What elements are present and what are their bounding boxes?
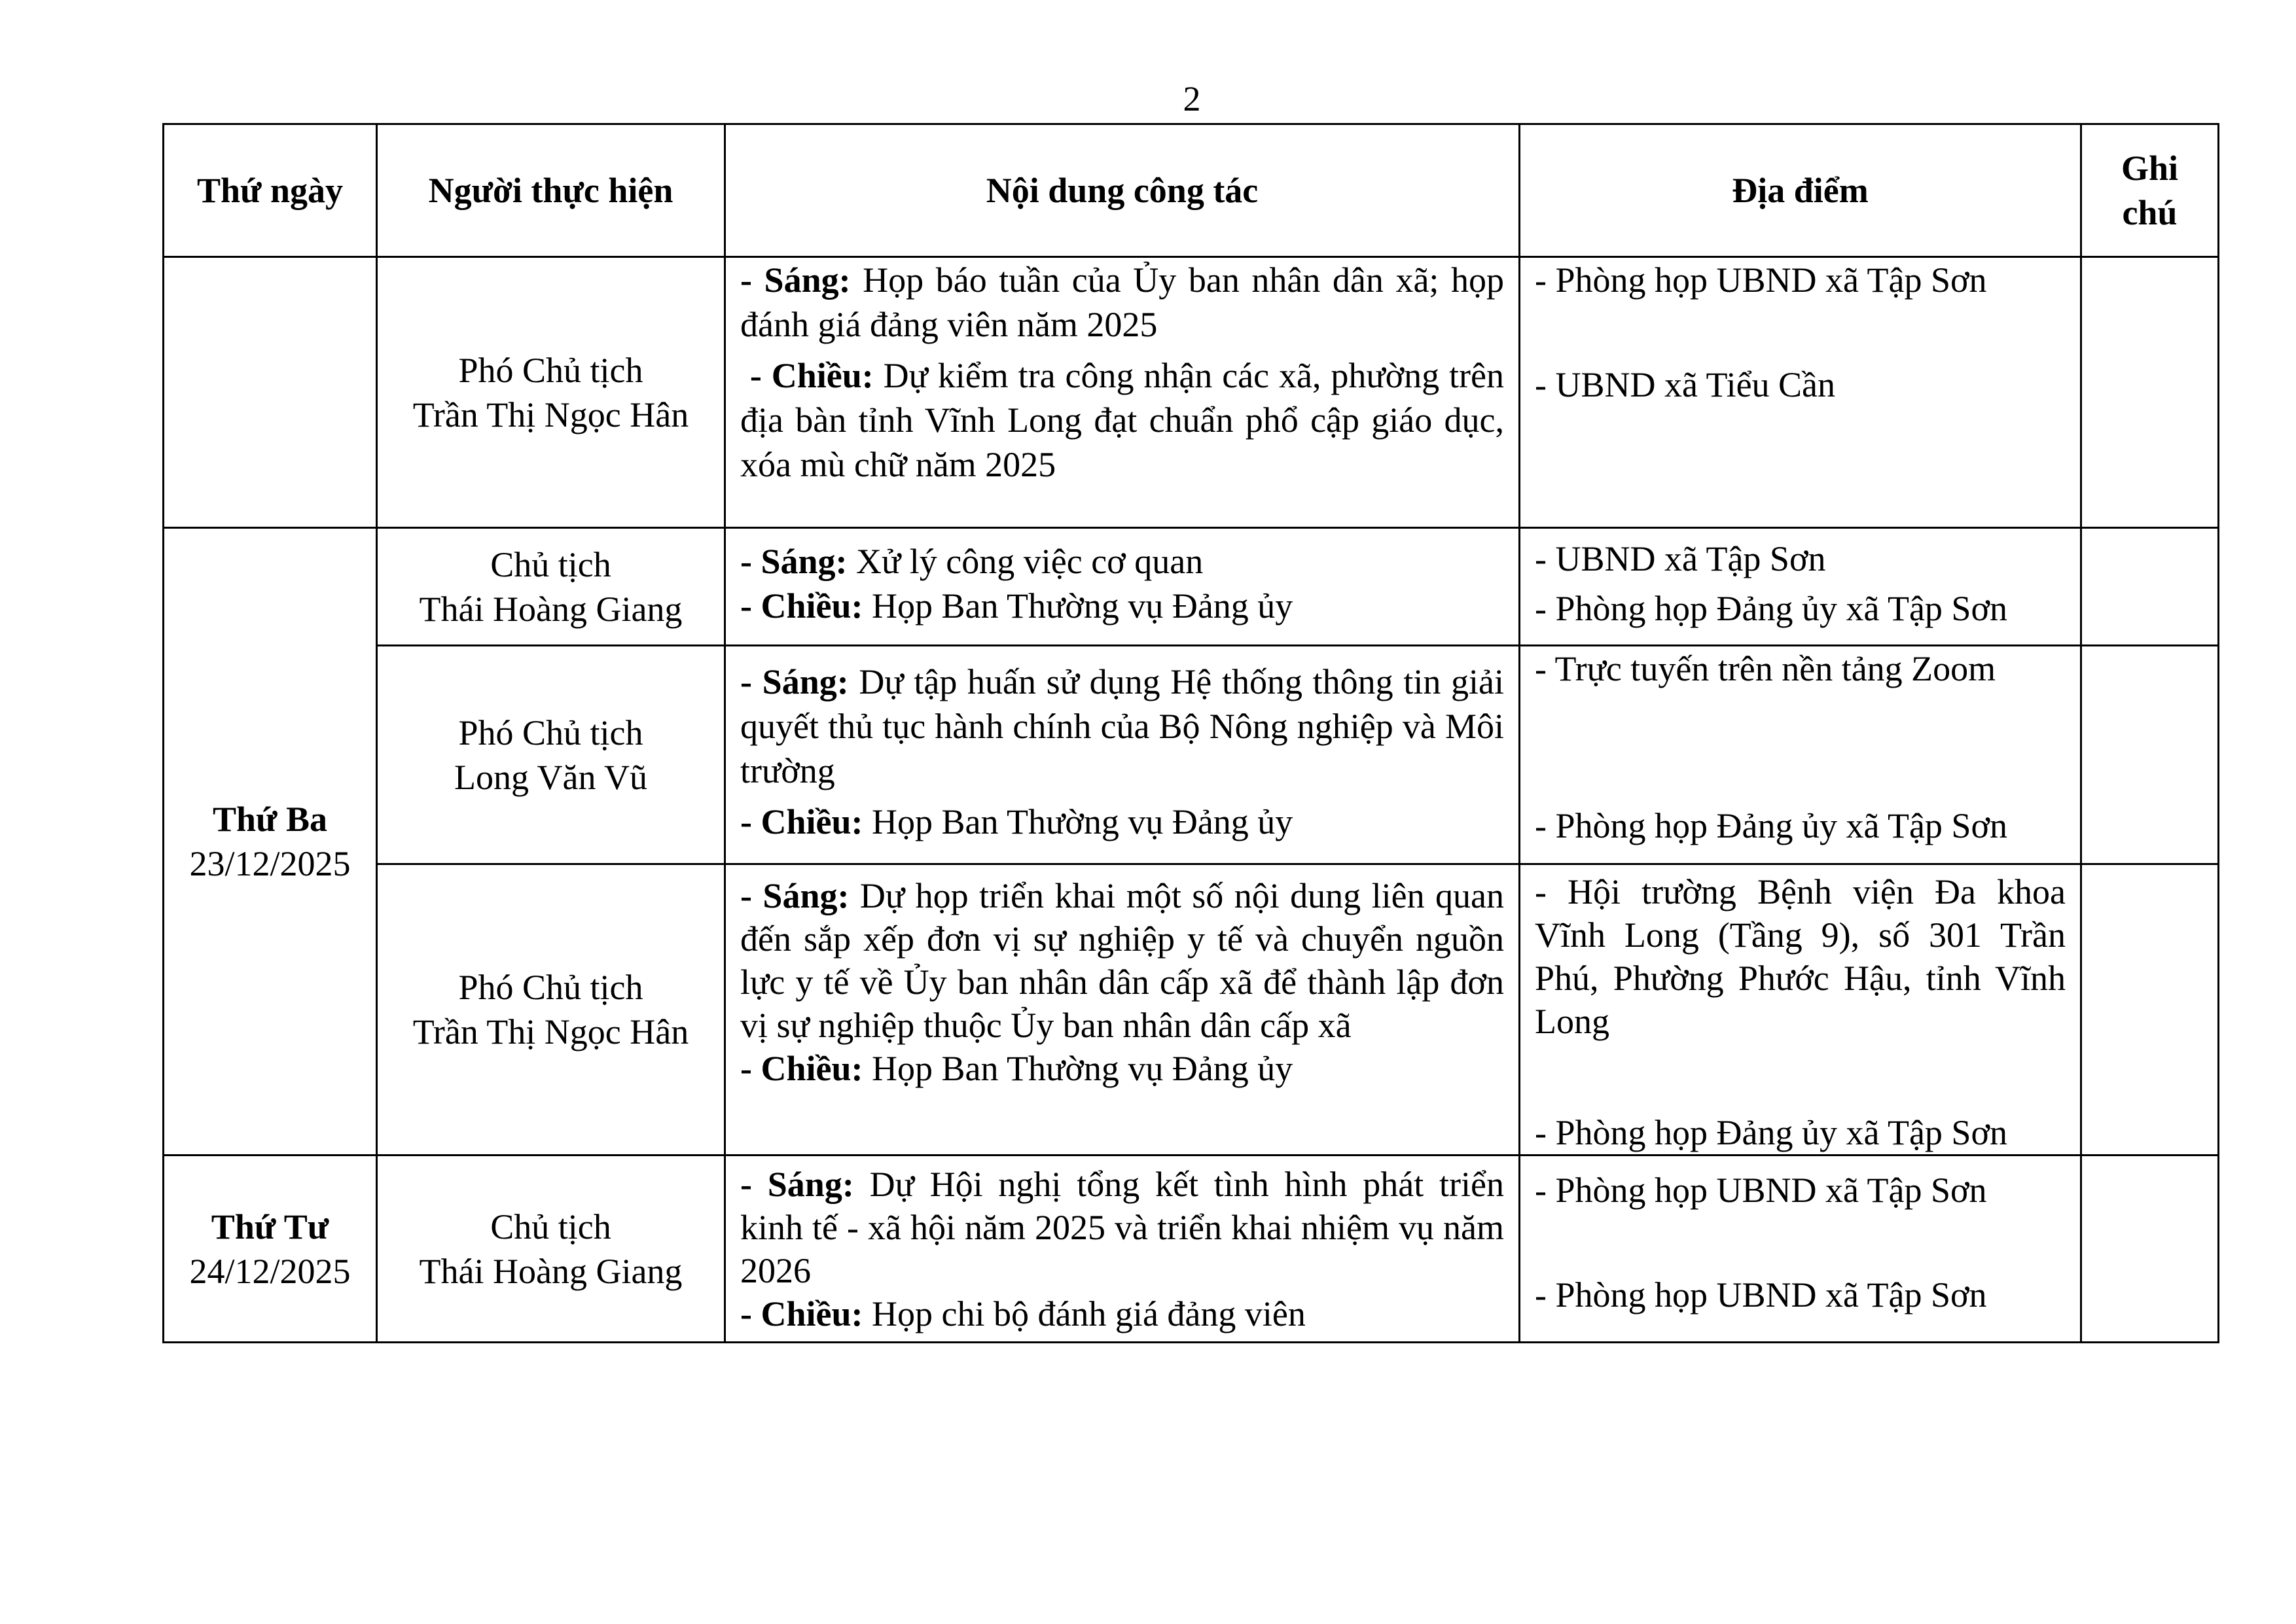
period-label: - Chiều: bbox=[740, 1049, 863, 1088]
location-line: - UBND xã Tập Sơn bbox=[1535, 539, 1826, 578]
content-morning bbox=[740, 1163, 1504, 1292]
period-label: - Chiều: bbox=[740, 1294, 863, 1333]
work-schedule-table bbox=[162, 123, 2219, 1343]
header-location: Địa điểm bbox=[1520, 124, 2081, 257]
person-cell bbox=[377, 257, 725, 528]
header-person: Người thực hiện bbox=[377, 124, 725, 257]
location-cell bbox=[1520, 864, 2081, 1156]
location-line: - Phòng họp UBND xã Tập Sơn bbox=[1535, 1171, 1987, 1210]
date-cell bbox=[164, 257, 377, 528]
note-cell bbox=[2081, 1156, 2219, 1343]
person-title: Chủ tịch bbox=[490, 544, 611, 584]
person-name: Trần Thị Ngọc Hân bbox=[412, 1012, 689, 1051]
person-title: Phó Chủ tịch bbox=[458, 713, 643, 752]
content-afternoon bbox=[740, 584, 1504, 628]
note-cell bbox=[2081, 864, 2219, 1156]
content-cell bbox=[725, 257, 1520, 528]
person-cell bbox=[377, 528, 725, 646]
location-line: - Trực tuyến trên nền tảng Zoom bbox=[1535, 649, 1996, 688]
content-cell bbox=[725, 646, 1520, 864]
date-value: 24/12/2025 bbox=[189, 1251, 351, 1291]
location-line: - Hội trường Bệnh viện Đa khoa Vĩnh Long (Tầng 9), số 301 Trần Phú, Phường Phước Hậu, tỉnh Vĩnh Long bbox=[1535, 872, 2066, 1041]
content-morning bbox=[740, 660, 1504, 793]
content-text: Dự Hội nghị tổng kết tình hình phát triển kinh tế - xã hội năm 2025 và triển khai nhiệm vụ năm 2026 bbox=[740, 1165, 1504, 1290]
location-line: - Phòng họp UBND xã Tập Sơn bbox=[1535, 260, 1987, 300]
content-text: Dự kiểm tra công nhận các xã, phường trên địa bàn tỉnh Vĩnh Long đạt chuẩn phổ cập giáo dục, xóa mù chữ năm 2025 bbox=[740, 356, 1504, 484]
table-row bbox=[164, 864, 2219, 1156]
content-text: Họp Ban Thường vụ Đảng ủy bbox=[863, 1049, 1293, 1088]
period-label: - Sáng: bbox=[740, 876, 850, 915]
note-cell bbox=[2081, 257, 2219, 528]
location-cell bbox=[1520, 257, 2081, 528]
day-name: Thứ Tư bbox=[211, 1207, 329, 1246]
table-row bbox=[164, 1156, 2219, 1343]
period-label: - Chiều: bbox=[740, 586, 863, 626]
date-value: 23/12/2025 bbox=[189, 844, 351, 883]
period-label: - Sáng: bbox=[740, 260, 851, 300]
person-name: Long Văn Vũ bbox=[454, 757, 647, 797]
location-line: - Phòng họp Đảng ủy xã Tập Sơn bbox=[1535, 589, 2008, 628]
content-text: Họp báo tuần của Ủy ban nhân dân xã; họp đánh giá đảng viên năm 2025 bbox=[740, 260, 1505, 344]
location-line: - Phòng họp Đảng ủy xã Tập Sơn bbox=[1535, 806, 2008, 845]
person-cell bbox=[377, 1156, 725, 1343]
page-number: 2 bbox=[1183, 79, 1201, 118]
header-date: Thứ ngày bbox=[164, 124, 377, 257]
table-row bbox=[164, 528, 2219, 646]
location-cell bbox=[1520, 646, 2081, 864]
person-name: Thái Hoàng Giang bbox=[419, 589, 683, 629]
content-morning bbox=[740, 539, 1504, 584]
content-afternoon bbox=[740, 1047, 1504, 1090]
content-afternoon bbox=[740, 800, 1504, 844]
header-note: Ghi chú bbox=[2081, 124, 2219, 257]
person-title: Phó Chủ tịch bbox=[458, 350, 643, 390]
table-row bbox=[164, 646, 2219, 864]
period-label: - Chiều: bbox=[740, 356, 874, 395]
table-header-row bbox=[164, 124, 2219, 257]
period-label: - Sáng: bbox=[740, 662, 849, 701]
person-title: Phó Chủ tịch bbox=[458, 968, 643, 1007]
note-cell bbox=[2081, 528, 2219, 646]
content-cell bbox=[725, 1156, 1520, 1343]
content-text: Họp Ban Thường vụ Đảng ủy bbox=[863, 802, 1293, 841]
content-text: Xử lý công việc cơ quan bbox=[847, 542, 1204, 581]
content-text: Họp Ban Thường vụ Đảng ủy bbox=[863, 586, 1293, 626]
period-label: - Chiều: bbox=[740, 802, 863, 841]
content-text: Dự tập huấn sử dụng Hệ thống thông tin giải quyết thủ tục hành chính của Bộ Nông nghiệp và Môi trường bbox=[740, 662, 1505, 790]
table-row bbox=[164, 257, 2219, 528]
date-cell bbox=[164, 528, 377, 1156]
location-cell bbox=[1520, 1156, 2081, 1343]
person-cell bbox=[377, 646, 725, 864]
location-line: - UBND xã Tiểu Cần bbox=[1535, 365, 1836, 404]
note-cell bbox=[2081, 646, 2219, 864]
content-morning bbox=[740, 874, 1504, 1047]
day-name: Thứ Ba bbox=[213, 800, 327, 839]
content-cell bbox=[725, 528, 1520, 646]
content-afternoon bbox=[740, 353, 1504, 487]
person-cell bbox=[377, 864, 725, 1156]
content-cell bbox=[725, 864, 1520, 1156]
period-label: - Sáng: bbox=[740, 542, 848, 581]
person-title: Chủ tịch bbox=[490, 1207, 611, 1246]
location-line: - Phòng họp UBND xã Tập Sơn bbox=[1535, 1275, 1987, 1315]
header-content: Nội dung công tác bbox=[725, 124, 1520, 257]
content-morning bbox=[740, 258, 1504, 347]
content-text: Họp chi bộ đánh giá đảng viên bbox=[863, 1294, 1306, 1333]
period-label: - Sáng: bbox=[740, 1165, 854, 1204]
content-text: Dự họp triển khai một số nội dung liên quan đến sắp xếp đơn vị sự nghiệp y tế và chuyển nguồn lực y tế về Ủy ban nhân dân cấp xã để thành lập đơn vị sự nghiệp thuộc Ủy ban nhân dân cấp xã bbox=[740, 876, 1504, 1045]
location-cell bbox=[1520, 528, 2081, 646]
location-line: - Phòng họp Đảng ủy xã Tập Sơn bbox=[1535, 1113, 2008, 1152]
person-name: Thái Hoàng Giang bbox=[419, 1251, 683, 1291]
date-cell bbox=[164, 1156, 377, 1343]
content-afternoon bbox=[740, 1292, 1504, 1335]
person-name: Trần Thị Ngọc Hân bbox=[412, 395, 689, 434]
